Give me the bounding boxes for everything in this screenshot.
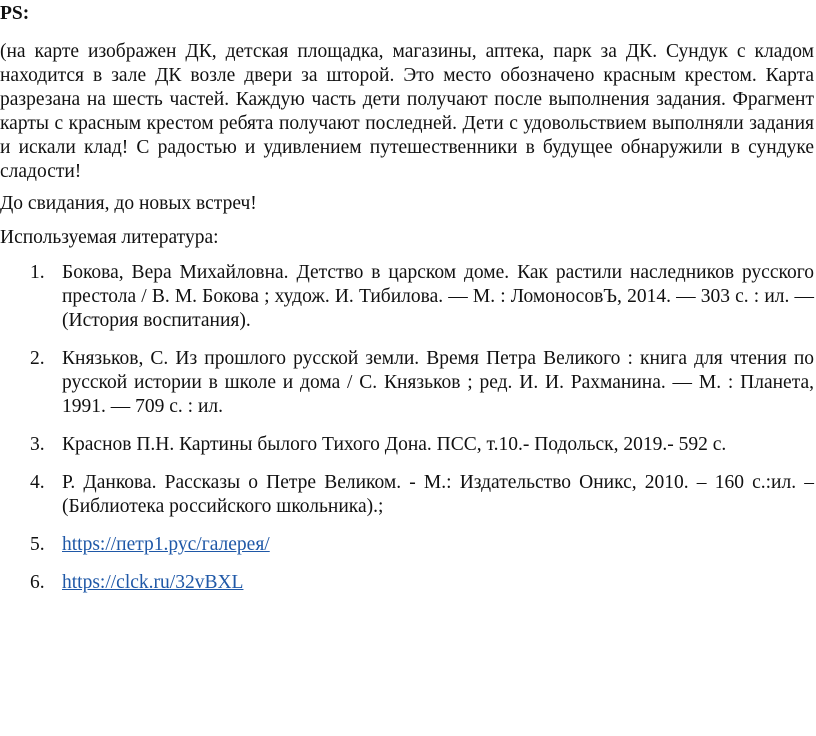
description-paragraph: (на карте изображен ДК, детская площадка, магазины, аптека, парк за ДК. Сундук с кладом находится в зале ДК возле двери за шторой. Это место обозначено красным крестом. Карта разрезана на шесть частей. Каждую часть дети получают после выполнения задания. Фрагмент карты с красным крестом ребята получают последней. Дети с удовольствием выполняли задания и искали клад! С радостью и удивлением путешественники в будущее обнаружили в сундуке сладости!: [0, 41, 814, 182]
reference-number: 3.: [30, 434, 45, 455]
reference-link-container: [62, 533, 814, 557]
reference-item-1: [0, 261, 814, 333]
ps-heading: PS:: [0, 3, 30, 24]
reference-text: Краснов П.Н. Картины былого Тихого Дона. ПСС, т.10.- Подольск, 2019.- 592 с.: [62, 434, 727, 455]
reference-item-6: [0, 571, 814, 595]
reference-number: 6.: [30, 572, 45, 593]
reference-item-4: [0, 471, 814, 519]
reference-number: 2.: [30, 348, 45, 369]
reference-item-2: [0, 347, 814, 419]
reference-item-5: [0, 533, 814, 557]
reference-number: 1.: [30, 262, 45, 283]
reference-number: 4.: [30, 472, 45, 493]
reference-text: Князьков, С. Из прошлого русской земли. Время Петра Великого : книга для чтения по русской истории в школе и дома / С. Князьков ; ред. И. И. Рахманина. — М. : Планета, 1991. — 709 с. : ил.: [62, 348, 814, 417]
reference-text: Р. Данкова. Рассказы о Петре Великом. - М.: Издательство Оникс, 2010. – 160 с.:ил. – (Библиотека российского школьника).;: [62, 472, 814, 517]
gallery-link[interactable]: https://петр1.рус/галерея/: [62, 534, 270, 555]
literature-title: Используемая литература:: [0, 227, 219, 248]
short-link[interactable]: https://clck.ru/32vBXL: [62, 572, 244, 593]
reference-text: Бокова, Вера Михайловна. Детство в царском доме. Как растили наследников русского престола / В. М. Бокова ; худож. И. Тибилова. — М. : ЛомоносовЪ, 2014. — 303 с. : ил. —(История воспитания).: [62, 262, 814, 331]
reference-list: [0, 261, 814, 595]
reference-item-3: [0, 433, 814, 457]
closing-line: До свидания, до новых встреч!: [0, 193, 257, 214]
reference-link-container: [62, 571, 814, 595]
reference-number: 5.: [30, 534, 45, 555]
